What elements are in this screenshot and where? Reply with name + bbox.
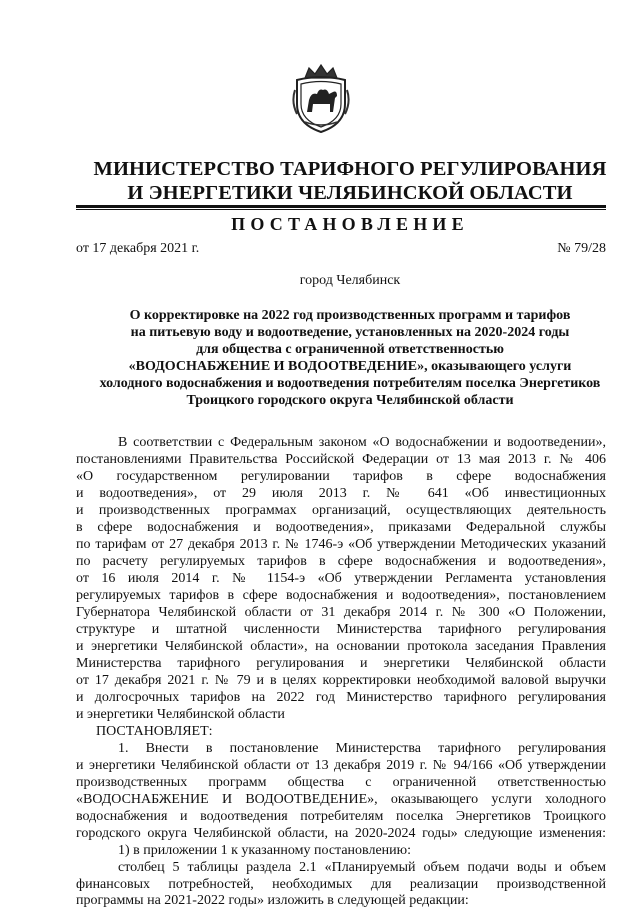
subject-line: О корректировке на 2022 год производственных программ и тарифов	[129, 308, 571, 323]
body-line: структуре и штатной численности Министерства тарифного регулирования	[76, 622, 606, 637]
body-line: от 17 декабря 2021 г. № 79 и в целях корректировки необходимой валовой выручки	[76, 673, 606, 688]
header-rule-thin	[76, 209, 606, 210]
ministry-name-line2: И ЭНЕРГЕТИКИ ЧЕЛЯБИНСКОЙ ОБЛАСТИ	[127, 182, 573, 204]
body-line: и долгосрочных тарифов на 2022 год Министерство тарифного регулирования	[76, 690, 606, 705]
subject-line: холодного водоснабжения и водоотведения потребителям поселка Энергетиков	[99, 376, 601, 391]
decree-keyword: ПОСТАНОВЛЯЕТ:	[96, 724, 213, 739]
document-city: город Челябинск	[299, 273, 401, 288]
subject-line: для общества с ограниченной ответственностью	[196, 342, 504, 357]
body-line: 1. Внести в постановление Министерства тарифного регулирования	[118, 741, 606, 756]
document-type-title: ПОСТАНОВЛЕНИЕ	[231, 214, 469, 234]
body-line: программы на 2021-2022 годы» изложить в следующей редакции:	[76, 893, 469, 908]
body-line: по расчету регулируемых тарифов в сфере водоснабжения и водоотведения»,	[76, 554, 606, 569]
body-line: «О государственном регулировании тарифов в сфере водоснабжения	[76, 469, 606, 484]
body-line: и энергетики Челябинской области от 13 декабря 2019 г. № 94/166 «Об утверждении	[76, 758, 606, 773]
ministry-name-line1: МИНИСТЕРСТВО ТАРИФНОГО РЕГУЛИРОВАНИЯ	[93, 158, 607, 180]
body-line: производственных программ общества с ограниченной ответственностью	[76, 775, 606, 790]
body-line: от 16 июля 2014 г. № 1154-э «Об утверждении Регламента установления	[76, 571, 606, 586]
document-number: № 79/28	[557, 241, 606, 256]
subject-line: «ВОДОСНАБЖЕНИЕ И ВОДООТВЕДЕНИЕ», оказывающего услуги	[128, 359, 572, 374]
body-line: по тарифам от 27 декабря 2013 г. № 1746-э «Об утверждении Методических указаний	[76, 537, 606, 552]
body-line: и производственных программах организаций, осуществляющих деятельность	[76, 503, 606, 518]
subject-line: на питьевую воду и водоотведение, установленных на 2020-2024 годы	[130, 325, 570, 340]
document-date: от 17 декабря 2021 г.	[76, 241, 200, 256]
body-line: и водоотведения», от 29 июля 2013 г. № 641 «Об инвестиционных	[76, 486, 606, 501]
body-line: в сфере водоснабжения и водоотведения», приказами Федеральной службы	[76, 520, 606, 535]
body-line: Губернатора Челябинской области от 31 декабря 2014 г. № 300 «О Положении,	[76, 605, 606, 620]
coat-of-arms-icon	[291, 62, 351, 134]
body-line: финансовых потребностей, необходимых для реализации производственной	[76, 877, 606, 892]
body-line: постановлениями Правительства Российской Федерации от 13 мая 2013 г. № 406	[76, 452, 606, 467]
body-line: и энергетики Челябинской области», на основании протокола заседания Правления	[76, 639, 606, 654]
body-line: Министерства тарифного регулирования и энергетики Челябинской области	[76, 656, 606, 671]
body-line: и энергетики Челябинской области	[76, 707, 285, 722]
body-line: городского округа Челябинской области, на 2020-2024 годы» следующие изменения:	[76, 826, 606, 841]
subject-line: Троицкого городского округа Челябинской области	[186, 393, 514, 408]
body-line: водоснабжения и водоотведения потребителям поселка Энергетиков Троицкого	[76, 809, 606, 824]
body-line: В соответствии с Федеральным законом «О водоснабжении и водоотведении»,	[118, 435, 606, 450]
body-line: 1) в приложении 1 к указанному постановлению:	[118, 843, 412, 858]
body-line: столбец 5 таблицы раздела 2.1 «Планируемый объем подачи воды и объем	[118, 860, 606, 875]
body-line: регулируемых тарифов в сфере водоснабжения и водоотведения», постановлением	[76, 588, 606, 603]
body-line: «ВОДОСНАБЖЕНИЕ И ВОДООТВЕДЕНИЕ», оказывающего услуги холодного	[76, 792, 606, 807]
header-rule-thick	[76, 205, 606, 208]
